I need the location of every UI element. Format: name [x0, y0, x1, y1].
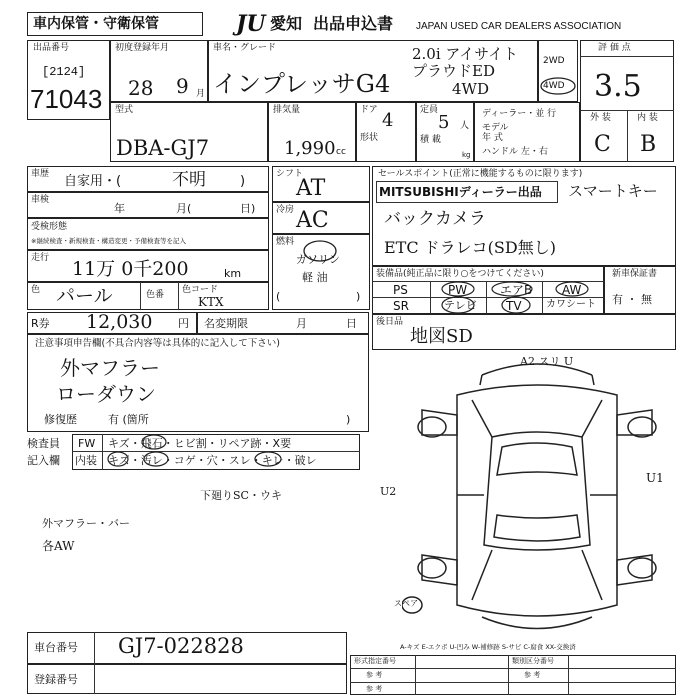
load-label: 積 載 [420, 135, 441, 145]
mileage-unit: km [224, 267, 242, 280]
equip-tv-jp: テレビ [444, 299, 477, 312]
history-close: ) [240, 174, 246, 189]
equip-tv: TV [506, 299, 522, 313]
interior-label: 内 装 [637, 113, 658, 123]
dealer-stamp-text: MITSUBISHIディーラー出品 [379, 185, 542, 199]
car-name-label: 車名・グレード [213, 43, 277, 53]
equip-ps: PS [393, 283, 408, 297]
recycle-label: R券 [31, 317, 50, 330]
equip-aw: AW [562, 283, 582, 297]
rating-label: 評 価 点 [598, 43, 631, 53]
lot-number-label: 出品番号 [33, 43, 70, 53]
ac-value: AC [296, 208, 329, 233]
damage-legend: A-キズ E-エクボ U-凹み W-補修跡 S-サビ C-腐食 XX-交換済 [400, 643, 576, 651]
remark-line-1: 下廻りSC・ウキ [200, 489, 282, 502]
handle-label: ハンドル 左・右 [482, 147, 548, 157]
car-name-value: インプレッサG4 [213, 70, 391, 98]
certificate-label: 受検形態 [31, 222, 68, 232]
doors-label: ドア [360, 105, 378, 115]
fuel-label: 燃料 [276, 237, 295, 247]
shift-value: AT [296, 176, 326, 201]
inspector-label-2: 記入欄 [27, 454, 60, 467]
inspection-box [27, 192, 269, 218]
grade-line-3: 4WD [452, 80, 489, 98]
color-number-label: 色番 [146, 290, 165, 300]
spare-label: スペア [394, 599, 418, 608]
shape-label: 形状 [360, 133, 379, 143]
capacity-unit: 人 [460, 121, 470, 131]
equip-sr: SR [393, 299, 409, 313]
ref-label-1: 参 考 [366, 671, 383, 679]
exterior-label: 外 装 [590, 113, 611, 123]
interior-row-label: 内装 [75, 454, 97, 467]
repair-history-label: 修復歴 [44, 413, 77, 426]
grade-line-1: 2.0i アイサイト [412, 45, 519, 63]
name-change-label: 名変期限 [204, 317, 248, 330]
inspection-label: 車検 [31, 195, 50, 205]
history-label: 車歴 [31, 169, 50, 179]
remark-line-3: 各AW [42, 539, 75, 553]
inspection-day: 日) [240, 202, 256, 215]
diagram-annotation-top: A2 スリ U [520, 355, 574, 368]
fuel-gasoline: ガソリン [296, 253, 340, 266]
selling-point-label: セールスポイント(正常に機能するものに限ります) [378, 169, 583, 179]
certificate-note: ※継続検査・新規検査・構造変更・予備検査等を記入 [31, 237, 186, 245]
inspection-year: 年 [114, 202, 125, 215]
drive-4wd: 4WD [543, 81, 565, 91]
color-code-value: KTX [198, 295, 224, 309]
repair-history-value: 有 (箇所 [108, 413, 149, 426]
reg-no-label: 登録番号 [34, 673, 78, 686]
registration-month-unit: 月 [196, 89, 206, 99]
shift-label: シフト [276, 169, 304, 179]
aftermarket-label: 後日品 [376, 317, 404, 327]
ref-label-2: 参 考 [524, 671, 541, 679]
association-name: JAPAN USED CAR DEALERS ASSOCIATION [416, 21, 622, 32]
inspector-label-1: 検査員 [27, 437, 60, 450]
interior-grade: B [640, 132, 657, 157]
capacity-label: 定員 [420, 105, 439, 115]
lot-bracket-number: [2124] [42, 65, 86, 79]
form-title: 出品申込書 [313, 14, 394, 33]
ref-label-3: 参 考 [366, 685, 383, 693]
history-unknown: 不明 [172, 170, 206, 190]
interior-items: キズ・汚レ・コゲ・穴・スレ・キレ・破レ [108, 454, 317, 467]
mileage-value: 11万 0千200 [72, 258, 189, 280]
displacement-label: 排気量 [273, 105, 301, 115]
selling-point-line-1: スマートキー [568, 182, 658, 200]
chassis-value: GJ7-022828 [118, 634, 244, 658]
color-code-label: 色コード [182, 285, 219, 295]
load-unit: kg [462, 151, 471, 159]
car-diagram [402, 355, 672, 645]
chassis-label: 車台番号 [34, 641, 78, 654]
equipment-circles [372, 281, 604, 315]
equip-leather: カワシート [546, 299, 596, 310]
notes-line-1: 外マフラー [60, 356, 160, 380]
name-change-day: 日 [346, 317, 357, 330]
capacity-value: 5 [438, 112, 450, 133]
recycle-unit: 円 [178, 317, 189, 330]
warranty-label: 新車保証書 [612, 269, 658, 279]
selling-point-line-3: ETC ドラレコ(SD無し) [384, 238, 556, 257]
fw-items: キズ・飛石・ヒビ割・リペア跡・X要 [108, 437, 292, 450]
equip-pw: PW [448, 283, 468, 297]
model-year-label-2: 年 式 [482, 133, 503, 143]
name-change-month: 月 [296, 317, 307, 330]
model-value: DBA-GJ7 [116, 136, 210, 160]
inspector-circles [72, 434, 360, 470]
repair-history-close: ) [346, 413, 351, 426]
fw-label: FW [78, 437, 96, 450]
lot-number: 71043 [30, 84, 103, 114]
notes-label: 注意事項申告欄(不具合内容等は具体的に記入して下さい) [35, 338, 280, 349]
inspection-month: 月( [176, 202, 192, 215]
selling-point-line-2: バックカメラ [384, 209, 486, 229]
diagram-annotation-left: U2 [380, 485, 397, 498]
color-value: パール [56, 285, 113, 307]
equip-airbag: エアB [500, 283, 533, 297]
ju-logo: JU [236, 11, 266, 37]
equipment-label: 装備品(純正品に限り○をつけてください) [376, 269, 544, 279]
displacement-unit: cc [336, 147, 346, 157]
registration-month: 9 [176, 74, 189, 98]
remark-line-2: 外マフラー・バー [42, 517, 130, 530]
history-value: 自家用・( [64, 174, 122, 189]
color-label: 色 [31, 285, 41, 295]
class-number-label: 類別区分番号 [512, 657, 554, 665]
exterior-grade: C [594, 132, 611, 157]
rating-score: 3.5 [594, 69, 642, 104]
drive-4wd-circle [538, 76, 578, 96]
type-number-label: 形式指定番号 [354, 657, 396, 665]
warranty-value: 有 ・ 無 [612, 293, 652, 306]
diagram-annotation-right: U1 [646, 471, 664, 485]
dealer-label: ディーラー・並 行 [482, 109, 557, 119]
recycle-value: 12,030 [86, 311, 153, 333]
displacement-value: 1,990 [284, 138, 336, 159]
fuel-diesel: 軽 油 [302, 271, 328, 284]
registration-year: 28 [128, 76, 154, 100]
aichi-title: 愛知 [270, 14, 303, 33]
mileage-label: 走行 [31, 253, 50, 263]
drive-2wd: 2WD [543, 56, 565, 66]
model-label: 型式 [115, 105, 134, 115]
storage-stamp-text: 車内保管・守衛保管 [33, 16, 159, 32]
doors-value: 4 [382, 110, 394, 131]
notes-line-2: ローダウン [56, 382, 156, 406]
model-year-label-1: モデル [482, 123, 509, 133]
ac-label: 冷房 [276, 205, 295, 215]
grade-line-2: プラウドED [412, 62, 495, 80]
aftermarket-value: 地図SD [410, 326, 473, 347]
registration-label: 初度登録年月 [115, 43, 170, 53]
